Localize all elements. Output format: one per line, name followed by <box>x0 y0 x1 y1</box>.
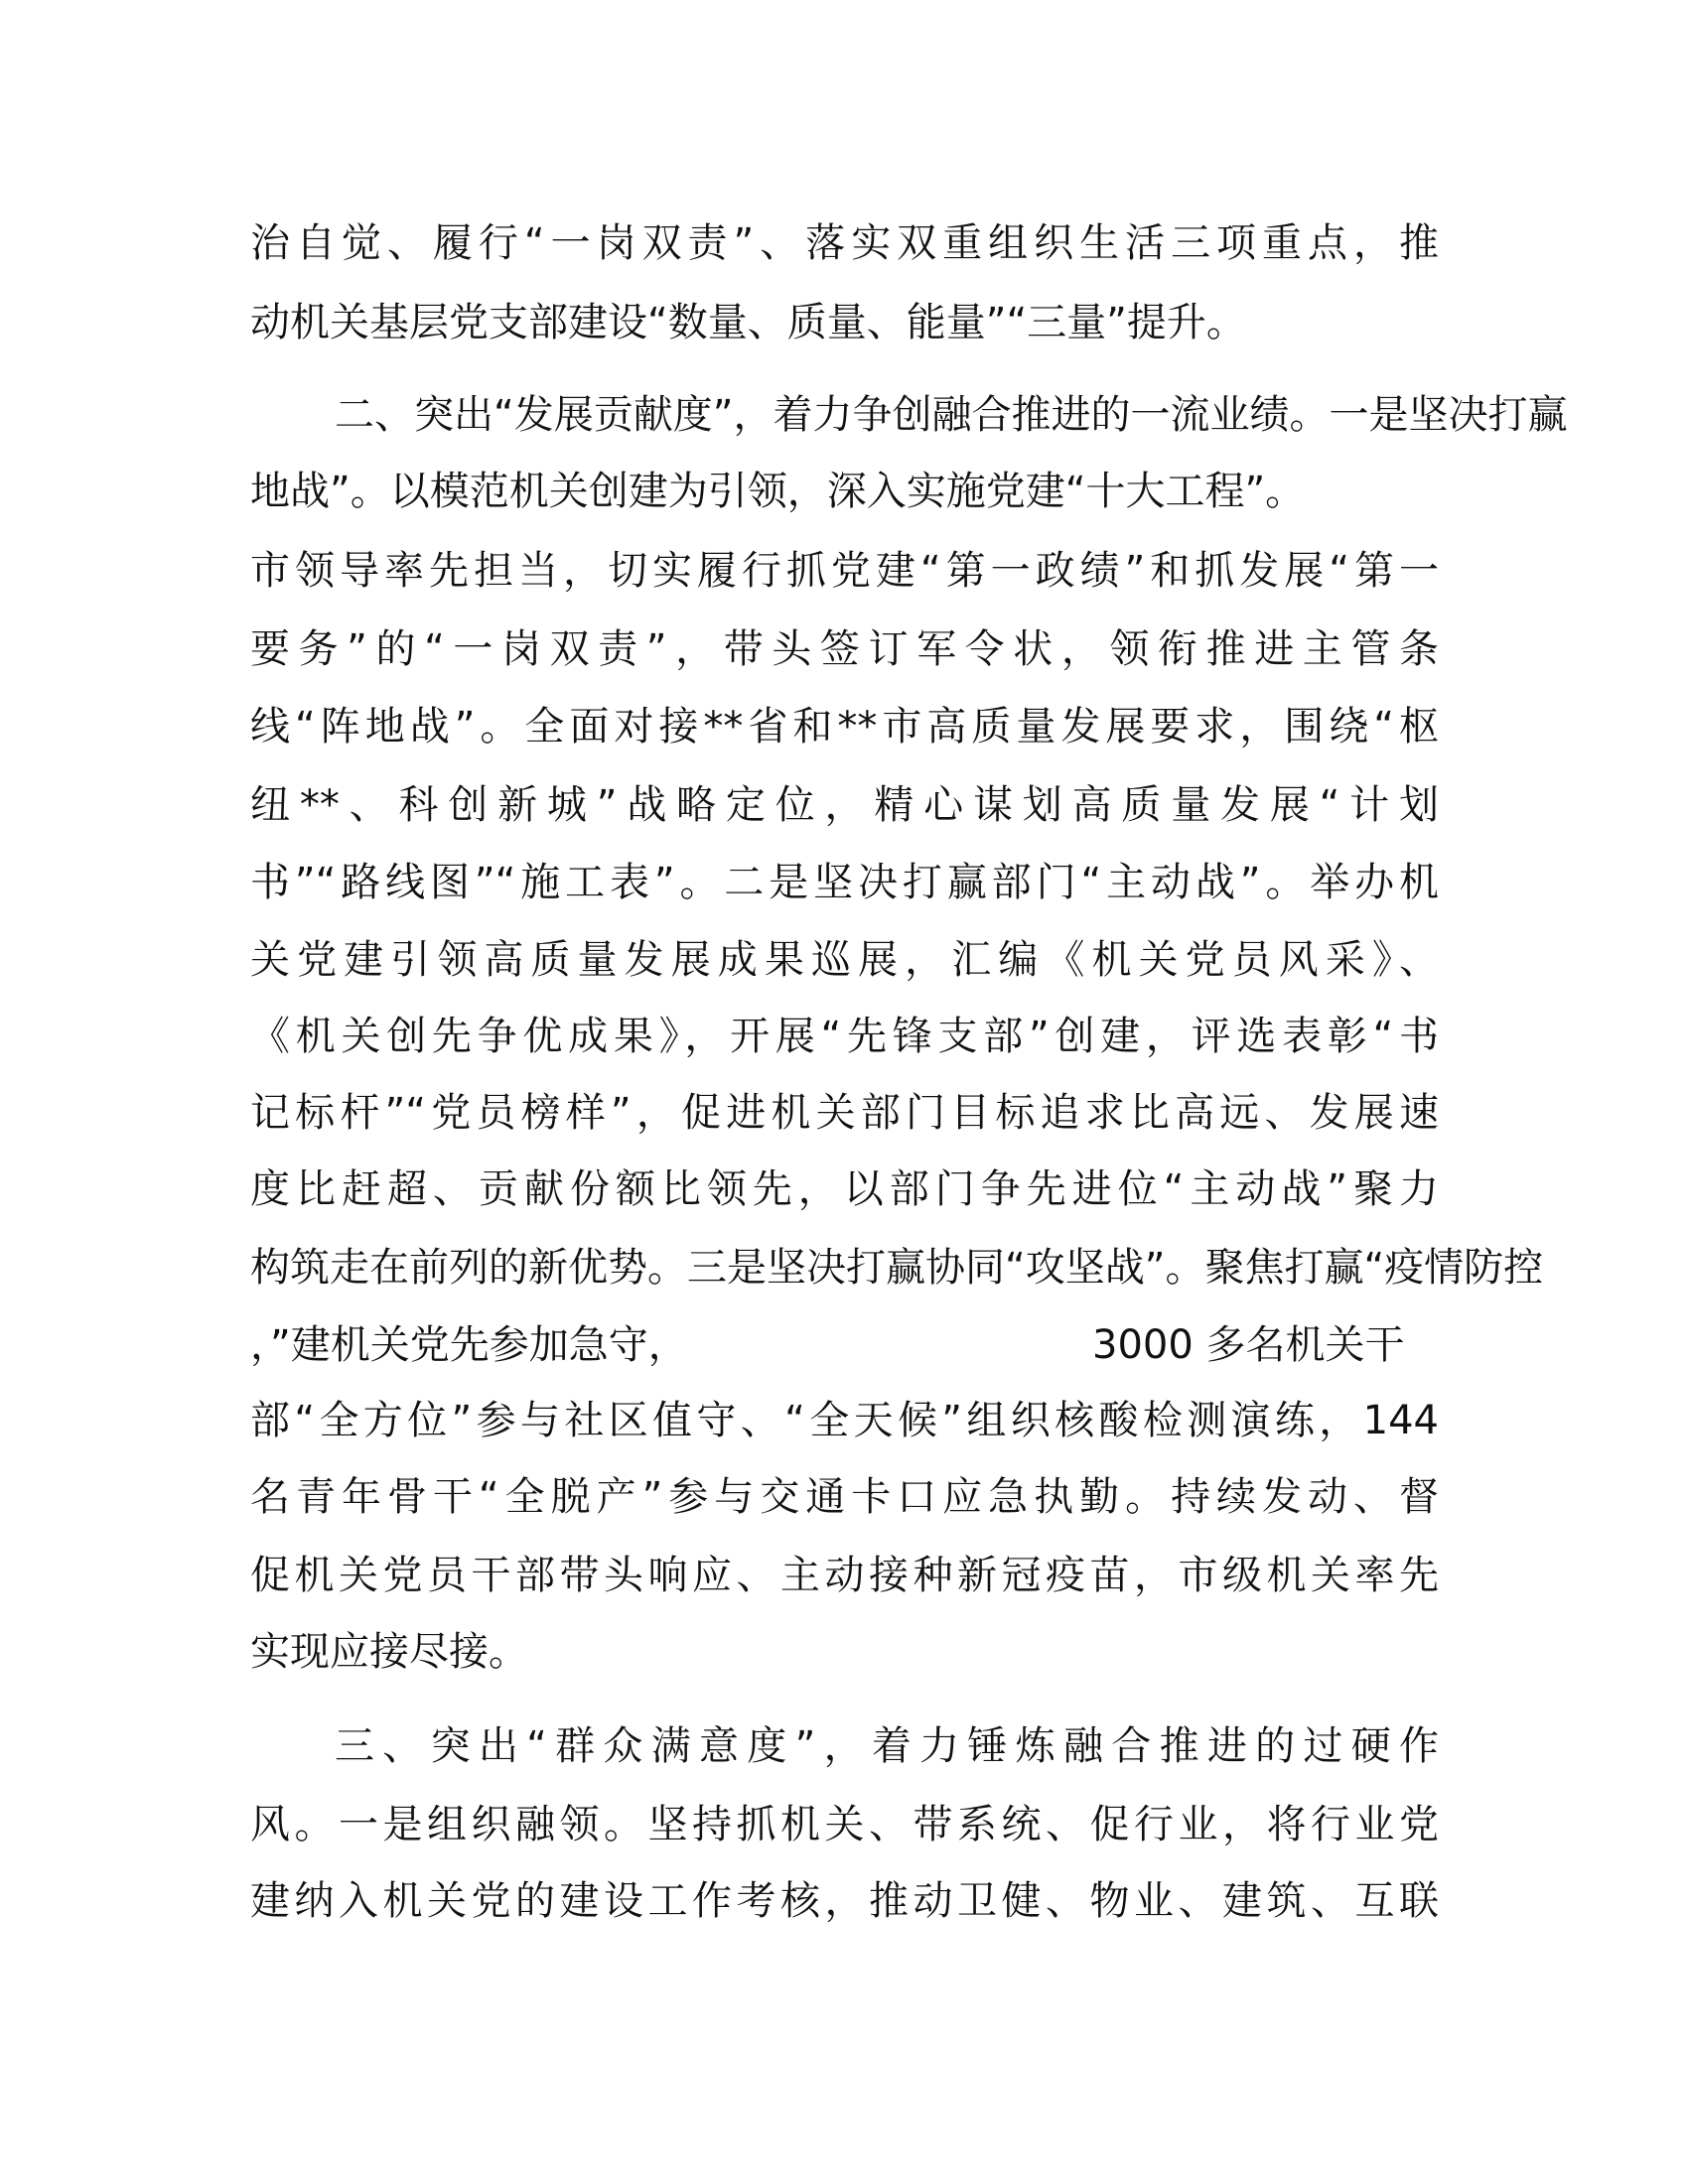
text-line: 3000 多名机关干 <box>1092 1322 1405 1368</box>
text-line: 治自觉、履行“一岗双责”、落实双重组织生活三项重点，推 <box>250 220 1439 266</box>
text-line: 实现应接尽接。 <box>250 1629 528 1675</box>
text-line: 市领导率先担当，切实履行抓党建“第一政绩”和抓发展“第一 <box>250 548 1439 594</box>
section-heading-line: 三、突出“群众满意度”，着力锤炼融合推进的过硬作 <box>335 1723 1439 1769</box>
text-line: 线“阵地战”。全面对接**省和**市高质量发展要求，围绕“枢 <box>250 704 1439 750</box>
text-line: ，”建机关党先参加急守， <box>250 1322 688 1368</box>
text-line: 部“全方位”参与社区值守、“全天候”组织核酸检测演练，144 <box>250 1398 1439 1443</box>
text-line: 关党建引领高质量发展成果巡展，汇编《机关党员风采》、 <box>250 937 1439 983</box>
text-line: 名青年骨干“全脱产”参与交通卡口应急执勤。持续发动、督 <box>250 1474 1439 1520</box>
text-line: 动机关基层党支部建设“数量、质量、能量”“三量”提升。 <box>250 300 1246 345</box>
text-line: 要务”的“一岗双责”，带头签订军令状，领衔推进主管条 <box>250 626 1439 672</box>
text-line: 建纳入机关党的建设工作考核，推动卫健、物业、建筑、互联 <box>250 1878 1439 1924</box>
text-line: 纽**、科创新城”战略定位，精心谋划高质量发展“计划 <box>250 782 1439 828</box>
section-heading-line: 二、突出“发展贡献度”，着力争创融合推进的一流业绩。一是坚决打赢 <box>335 392 1568 438</box>
text-line: 构筑走在前列的新优势。三是坚决打赢协同“攻坚战”。聚焦打赢“疫情防控 <box>250 1245 1544 1291</box>
text-line: 度比赶超、贡献份额比领先，以部门争先进位“主动战”聚力 <box>250 1166 1439 1212</box>
text-line: 《机关创先争优成果》，开展“先锋支部”创建，评选表彰“书 <box>250 1014 1439 1059</box>
text-line: 书”“路线图”“施工表”。二是坚决打赢部门“主动战”。举办机 <box>250 860 1439 905</box>
text-line: 记标杆”“党员榜样”，促进机关部门目标追求比高远、发展速 <box>250 1090 1439 1136</box>
text-line: 地战”。以模范机关创建为引领，深入实施党建“十大工程”。 <box>250 469 1306 514</box>
text-line: 风。一是组织融领。坚持抓机关、带系统、促行业，将行业党 <box>250 1802 1439 1847</box>
text-line: 促机关党员干部带头响应、主动接种新冠疫苗，市级机关率先 <box>250 1553 1439 1598</box>
